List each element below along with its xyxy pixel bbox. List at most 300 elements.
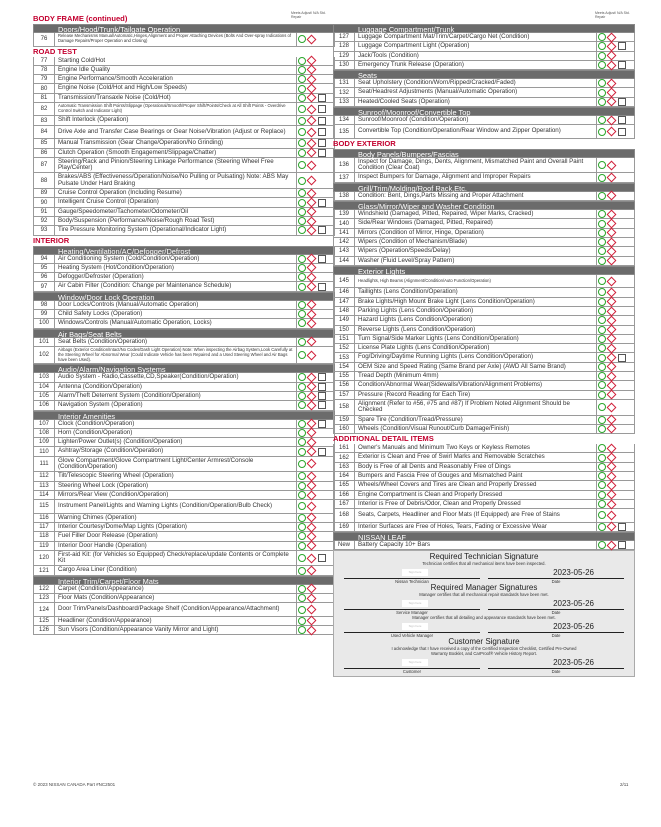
item-description: Luggage Compartment Light (Operation) xyxy=(358,42,470,50)
not-applicable-checkbox[interactable] xyxy=(318,420,326,428)
checklist-row xyxy=(333,400,635,416)
adjust-repair-diamond-icon[interactable] xyxy=(307,148,317,158)
item-number: 146 xyxy=(334,288,355,296)
service-manager-date-field[interactable] xyxy=(488,599,624,610)
checklist-row xyxy=(333,425,635,434)
meets-standard-circle-icon[interactable] xyxy=(298,626,306,634)
meets-standard-circle-icon[interactable] xyxy=(598,277,606,285)
adjust-repair-diamond-icon[interactable] xyxy=(307,382,317,392)
meets-standard-circle-icon[interactable] xyxy=(298,491,306,499)
meets-standard-circle-icon[interactable] xyxy=(598,298,606,306)
not-applicable-checkbox[interactable] xyxy=(318,448,326,456)
meets-standard-circle-icon[interactable] xyxy=(598,98,606,106)
meets-standard-circle-icon[interactable] xyxy=(598,463,606,471)
checklist-row xyxy=(33,401,335,410)
rating-marks xyxy=(596,472,634,480)
meets-standard-circle-icon[interactable] xyxy=(298,482,306,490)
adjust-repair-diamond-icon[interactable] xyxy=(307,176,317,186)
meets-standard-circle-icon[interactable] xyxy=(298,208,306,216)
rating-marks xyxy=(596,288,634,296)
tech-date-field[interactable] xyxy=(488,568,624,579)
meets-standard-circle-icon[interactable] xyxy=(298,554,306,562)
item-number: 78 xyxy=(34,66,55,74)
adjust-repair-diamond-icon[interactable] xyxy=(307,225,317,235)
rating-marks xyxy=(296,198,334,206)
meets-standard-circle-icon[interactable] xyxy=(298,585,306,593)
item-description: Drive Axle and Transfer Case Bearings or Gear Noise/Vibration (Adjust or Replace) xyxy=(58,127,286,135)
adjust-repair-diamond-icon[interactable] xyxy=(607,237,617,247)
checklist-row xyxy=(33,273,335,282)
adjust-repair-diamond-icon[interactable] xyxy=(307,127,317,137)
meets-standard-circle-icon[interactable] xyxy=(598,523,606,531)
meets-standard-circle-icon[interactable] xyxy=(298,448,306,456)
item-description: Cargo Area Liner (Condition) xyxy=(58,566,137,574)
not-applicable-checkbox[interactable] xyxy=(318,94,326,102)
meets-standard-circle-icon[interactable] xyxy=(598,472,606,480)
meets-standard-circle-icon[interactable] xyxy=(598,247,606,255)
adjust-repair-diamond-icon[interactable] xyxy=(307,263,317,273)
adjust-repair-diamond-icon[interactable] xyxy=(307,319,317,329)
checklist-row xyxy=(33,373,335,382)
adjust-repair-diamond-icon[interactable] xyxy=(607,522,617,532)
item-description: Seat Upholstery (Condition/Worn/Ripped/Cracked/Faded) xyxy=(358,79,516,87)
item-description: Battery Capacity 10+ Bars xyxy=(358,540,431,548)
meets-standard-circle-icon[interactable] xyxy=(298,392,306,400)
not-applicable-checkbox[interactable] xyxy=(318,401,326,409)
meets-standard-circle-icon[interactable] xyxy=(298,75,306,83)
rating-marks xyxy=(596,307,634,315)
item-description: Interior is Free of Debris/Odor, Clean and Properly Dressed xyxy=(358,499,521,507)
meets-standard-circle-icon[interactable] xyxy=(298,606,306,614)
meets-standard-circle-icon[interactable] xyxy=(298,514,306,522)
meets-standard-circle-icon[interactable] xyxy=(298,401,306,409)
meets-standard-circle-icon[interactable] xyxy=(298,594,306,602)
checklist-row xyxy=(333,79,635,88)
item-number: 148 xyxy=(334,307,355,315)
item-description: License Plate Lights (Lens Condition/Operation) xyxy=(358,344,490,352)
meets-standard-circle-icon[interactable] xyxy=(298,542,306,550)
adjust-repair-diamond-icon[interactable] xyxy=(307,428,317,438)
adjust-repair-diamond-icon[interactable] xyxy=(307,513,317,523)
item-description: Parking Lights (Lens Condition/Operation) xyxy=(358,306,474,314)
meets-standard-circle-icon[interactable] xyxy=(298,226,306,234)
adjust-repair-diamond-icon[interactable] xyxy=(607,462,617,472)
rating-marks xyxy=(296,542,334,550)
adjust-repair-diamond-icon[interactable] xyxy=(307,616,317,626)
not-applicable-checkbox[interactable] xyxy=(318,283,326,291)
meets-standard-circle-icon[interactable] xyxy=(298,460,306,468)
not-applicable-checkbox[interactable] xyxy=(318,105,326,113)
meets-standard-circle-icon[interactable] xyxy=(298,532,306,540)
item-number: 118 xyxy=(34,532,55,540)
meets-standard-circle-icon[interactable] xyxy=(598,416,606,424)
not-applicable-checkbox[interactable] xyxy=(318,128,326,136)
item-description: Wheels (Condition/Visual Runout/Curb Damage/Finish) xyxy=(358,424,510,432)
meets-standard-circle-icon[interactable] xyxy=(298,617,306,625)
adjust-repair-diamond-icon[interactable] xyxy=(607,115,617,125)
meets-standard-circle-icon[interactable] xyxy=(598,61,606,69)
meets-standard-circle-icon[interactable] xyxy=(298,283,306,291)
meets-standard-circle-icon[interactable] xyxy=(298,128,306,136)
checklist-row xyxy=(333,509,635,523)
meets-standard-circle-icon[interactable] xyxy=(298,420,306,428)
item-description: Manual Transmission (Gear Change/Operation/No Grinding) xyxy=(58,139,224,147)
rating-marks xyxy=(296,347,334,363)
item-number: 126 xyxy=(34,626,55,634)
adjust-repair-diamond-icon[interactable] xyxy=(307,400,317,410)
checklist-right-column xyxy=(333,11,635,677)
meets-standard-circle-icon[interactable] xyxy=(298,255,306,263)
meets-standard-circle-icon[interactable] xyxy=(298,319,306,327)
item-number: 166 xyxy=(334,491,355,499)
tech-signature-field[interactable] xyxy=(344,568,480,579)
item-description: Brakes/ABS (Effectiveness/Operation/Noise/No Pulling or Pulsating) Note: ABS May Pulsate Under Hard Braking xyxy=(58,173,289,187)
signature-panel xyxy=(333,550,635,677)
adjust-repair-diamond-icon[interactable] xyxy=(307,605,317,615)
meets-standard-circle-icon[interactable] xyxy=(298,66,306,74)
meets-standard-circle-icon[interactable] xyxy=(598,403,606,411)
meets-standard-circle-icon[interactable] xyxy=(598,491,606,499)
used-manager-date-field[interactable] xyxy=(488,622,624,633)
adjust-repair-diamond-icon[interactable] xyxy=(307,104,317,114)
meets-standard-circle-icon[interactable] xyxy=(298,117,306,125)
not-applicable-checkbox[interactable] xyxy=(318,383,326,391)
section-heading: INTERIOR xyxy=(33,235,70,245)
item-description: Alarm/Theft Deterrent System (Condition/Operation) xyxy=(58,391,201,399)
adjust-repair-diamond-icon[interactable] xyxy=(607,362,617,372)
meets-standard-circle-icon[interactable] xyxy=(598,229,606,237)
not-applicable-checkbox[interactable] xyxy=(318,149,326,157)
adjust-repair-diamond-icon[interactable] xyxy=(607,228,617,238)
meets-standard-circle-icon[interactable] xyxy=(298,429,306,437)
item-number: 77 xyxy=(34,57,55,65)
customer-date-value: 2023-05-26 xyxy=(553,658,594,668)
adjust-repair-diamond-icon[interactable] xyxy=(607,60,617,70)
item-description: Seats, Carpets, Headliner and Floor Mats (If Equipped) are Free of Stains xyxy=(358,511,560,519)
rating-marks xyxy=(296,217,334,225)
item-description: Sunroof/Moonroof (Condition/Operation) xyxy=(358,116,469,124)
item-description: Fog/Driving/Daytime Running Lights (Lens Condition/Operation) xyxy=(358,353,534,361)
adjust-repair-diamond-icon[interactable] xyxy=(607,390,617,400)
meets-standard-circle-icon[interactable] xyxy=(598,257,606,265)
meets-standard-circle-icon[interactable] xyxy=(598,161,606,169)
checklist-row xyxy=(33,116,335,125)
adjust-repair-diamond-icon[interactable] xyxy=(307,566,317,576)
item-description: Child Safety Locks (Operation) xyxy=(58,310,143,318)
item-number: 155 xyxy=(334,372,355,380)
meets-standard-circle-icon[interactable] xyxy=(598,354,606,362)
adjust-repair-diamond-icon[interactable] xyxy=(607,490,617,500)
customer-signature-field[interactable] xyxy=(344,658,480,669)
meets-standard-circle-icon[interactable] xyxy=(298,139,306,147)
item-number: 150 xyxy=(334,326,355,334)
item-description: Wipers (Condition of Mechanism/Blade) xyxy=(358,237,468,245)
not-applicable-checkbox[interactable] xyxy=(318,139,326,147)
meets-standard-circle-icon[interactable] xyxy=(598,326,606,334)
customer-date-field[interactable] xyxy=(488,658,624,669)
item-number: 110 xyxy=(34,447,55,455)
meets-standard-circle-icon[interactable] xyxy=(598,335,606,343)
adjust-repair-diamond-icon[interactable] xyxy=(607,191,617,201)
service-date-label: Date xyxy=(551,610,561,616)
tech-date-value: 2023-05-26 xyxy=(553,568,594,578)
rating-marks xyxy=(596,326,634,334)
not-applicable-checkbox[interactable] xyxy=(318,392,326,400)
rating-marks xyxy=(596,425,634,433)
meets-standard-circle-icon[interactable] xyxy=(298,199,306,207)
not-applicable-checkbox[interactable] xyxy=(618,61,626,69)
checklist-row xyxy=(333,98,635,107)
item-description: Interior Door Handle (Operation) xyxy=(58,541,147,549)
checklist-row xyxy=(33,447,335,456)
item-number: 151 xyxy=(334,335,355,343)
adjust-repair-diamond-icon[interactable] xyxy=(307,34,317,44)
meets-standard-circle-icon[interactable] xyxy=(298,438,306,446)
meets-standard-circle-icon[interactable] xyxy=(298,105,306,113)
meets-standard-circle-icon[interactable] xyxy=(298,338,306,346)
checklist-row xyxy=(33,500,335,514)
item-number: 134 xyxy=(334,116,355,124)
meets-standard-circle-icon[interactable] xyxy=(298,189,306,197)
not-applicable-checkbox[interactable] xyxy=(618,354,626,362)
adjust-repair-diamond-icon[interactable] xyxy=(307,65,317,75)
rating-marks xyxy=(596,344,634,352)
checklist-row xyxy=(33,347,335,364)
adjust-repair-diamond-icon[interactable] xyxy=(307,337,317,347)
adjust-repair-diamond-icon[interactable] xyxy=(607,127,617,137)
checklist-row xyxy=(333,391,635,400)
rating-marks xyxy=(296,208,334,216)
adjust-repair-diamond-icon[interactable] xyxy=(607,499,617,509)
item-number: 89 xyxy=(34,189,55,197)
rating-marks xyxy=(596,98,634,106)
meets-standard-circle-icon[interactable] xyxy=(598,52,606,60)
adjust-repair-diamond-icon[interactable] xyxy=(607,276,617,286)
meets-standard-circle-icon[interactable] xyxy=(598,381,606,389)
meets-standard-circle-icon[interactable] xyxy=(598,238,606,246)
meets-standard-circle-icon[interactable] xyxy=(298,177,306,185)
item-number: 111 xyxy=(34,457,55,472)
meets-standard-circle-icon[interactable] xyxy=(598,500,606,508)
adjust-repair-diamond-icon[interactable] xyxy=(307,553,317,563)
adjust-repair-diamond-icon[interactable] xyxy=(307,541,317,551)
meets-standard-circle-icon[interactable] xyxy=(598,174,606,182)
not-applicable-checkbox[interactable] xyxy=(318,199,326,207)
rating-marks xyxy=(596,453,634,461)
rating-marks xyxy=(296,33,334,46)
checklist-row xyxy=(33,457,335,473)
item-number: 142 xyxy=(334,238,355,246)
adjust-repair-diamond-icon[interactable] xyxy=(607,306,617,316)
adjust-repair-diamond-icon[interactable] xyxy=(307,350,317,360)
meets-standard-circle-icon[interactable] xyxy=(598,316,606,324)
meets-standard-circle-icon[interactable] xyxy=(598,128,606,136)
adjust-repair-diamond-icon[interactable] xyxy=(607,424,617,434)
item-number: New xyxy=(334,541,355,549)
service-manager-signature-field[interactable] xyxy=(344,599,480,610)
adjust-repair-diamond-icon[interactable] xyxy=(307,207,317,217)
adjust-repair-diamond-icon[interactable] xyxy=(607,297,617,307)
item-description: Antenna (Condition/Operation) xyxy=(58,382,142,390)
meets-standard-circle-icon[interactable] xyxy=(298,35,306,43)
not-applicable-checkbox[interactable] xyxy=(318,226,326,234)
item-description: Luggage Compartment Mat/Trim/Carpet/Cargo Net (Condition) xyxy=(358,33,530,40)
meets-standard-circle-icon[interactable] xyxy=(298,351,306,359)
checklist-row xyxy=(333,381,635,390)
adjust-repair-diamond-icon[interactable] xyxy=(307,391,317,401)
item-number: 165 xyxy=(334,481,355,489)
adjust-repair-diamond-icon[interactable] xyxy=(307,593,317,603)
meets-standard-circle-icon[interactable] xyxy=(298,273,306,281)
adjust-repair-diamond-icon[interactable] xyxy=(307,481,317,491)
meets-standard-circle-icon[interactable] xyxy=(598,116,606,124)
meets-standard-circle-icon[interactable] xyxy=(298,472,306,480)
meets-standard-circle-icon[interactable] xyxy=(598,454,606,462)
meets-standard-circle-icon[interactable] xyxy=(298,373,306,381)
not-applicable-checkbox[interactable] xyxy=(318,255,326,263)
meets-standard-circle-icon[interactable] xyxy=(598,444,606,452)
not-applicable-checkbox[interactable] xyxy=(318,554,326,562)
adjust-repair-diamond-icon[interactable] xyxy=(307,490,317,500)
used-manager-signature-field[interactable] xyxy=(344,622,480,633)
item-description: Door Trim/Panels/Dashboard/Package Shelf (Condition/Appearance/Attachment) xyxy=(58,605,280,613)
subsection-header: Air Bags/Seat Belts xyxy=(33,329,335,338)
meets-standard-circle-icon[interactable] xyxy=(298,85,306,93)
not-applicable-checkbox[interactable] xyxy=(318,117,326,125)
meets-standard-circle-icon[interactable] xyxy=(598,89,606,97)
meets-standard-circle-icon[interactable] xyxy=(598,363,606,371)
meets-standard-circle-icon[interactable] xyxy=(298,264,306,272)
adjust-repair-diamond-icon[interactable] xyxy=(607,402,617,412)
checklist-row xyxy=(33,84,335,93)
meets-standard-circle-icon[interactable] xyxy=(598,210,606,218)
checklist-row xyxy=(33,383,335,392)
rating-marks xyxy=(596,52,634,60)
adjust-repair-diamond-icon[interactable] xyxy=(307,160,317,170)
rating-marks xyxy=(296,301,334,309)
rating-marks xyxy=(596,363,634,371)
meets-standard-circle-icon[interactable] xyxy=(598,481,606,489)
item-number: 145 xyxy=(334,275,355,288)
meets-standard-circle-icon[interactable] xyxy=(298,567,306,575)
meets-standard-circle-icon[interactable] xyxy=(298,57,306,65)
checklist-row xyxy=(333,42,635,51)
adjust-repair-diamond-icon[interactable] xyxy=(307,116,317,126)
meets-standard-circle-icon[interactable] xyxy=(298,94,306,102)
meets-standard-circle-icon[interactable] xyxy=(598,541,606,549)
rating-marks xyxy=(596,61,634,69)
rating-marks xyxy=(296,566,334,574)
item-description: Pressure (Record Reading for Each Tire) xyxy=(358,390,471,398)
adjust-repair-diamond-icon[interactable] xyxy=(307,625,317,635)
not-applicable-checkbox[interactable] xyxy=(318,373,326,381)
meets-standard-circle-icon[interactable] xyxy=(598,425,606,433)
adjust-repair-diamond-icon[interactable] xyxy=(607,334,617,344)
meets-standard-circle-icon[interactable] xyxy=(298,161,306,169)
item-number: 131 xyxy=(334,79,355,87)
meets-standard-circle-icon[interactable] xyxy=(298,523,306,531)
adjust-repair-diamond-icon[interactable] xyxy=(307,93,317,103)
adjust-repair-diamond-icon[interactable] xyxy=(607,160,617,170)
meets-standard-circle-icon[interactable] xyxy=(598,391,606,399)
adjust-repair-diamond-icon[interactable] xyxy=(307,216,317,226)
checklist-row xyxy=(33,542,335,551)
adjust-repair-diamond-icon[interactable] xyxy=(607,51,617,61)
not-applicable-checkbox[interactable] xyxy=(618,541,626,549)
item-number: 140 xyxy=(334,219,355,227)
meets-standard-circle-icon[interactable] xyxy=(598,220,606,228)
meets-standard-circle-icon[interactable] xyxy=(298,383,306,391)
meets-standard-circle-icon[interactable] xyxy=(598,33,606,41)
meets-standard-circle-icon[interactable] xyxy=(298,502,306,510)
meets-standard-circle-icon[interactable] xyxy=(598,288,606,296)
item-description: Jack/Tools (Condition) xyxy=(358,51,419,59)
adjust-repair-diamond-icon[interactable] xyxy=(307,282,317,292)
meets-standard-circle-icon[interactable] xyxy=(298,149,306,157)
item-number: 108 xyxy=(34,429,55,437)
item-description: Steering/Rack and Pinion/Steering Linkage Performance (Steering Wheel Free Play/Center) xyxy=(58,157,274,172)
subsection-header: Doors/Hood/Trunk/Tailgate Operation xyxy=(33,24,335,33)
signature-placeholder: Sign here xyxy=(402,623,428,630)
item-number: 139 xyxy=(334,210,355,218)
not-applicable-checkbox[interactable] xyxy=(618,42,626,50)
not-applicable-checkbox[interactable] xyxy=(618,98,626,106)
item-description: Intelligent Cruise Control (Operation) xyxy=(58,198,159,206)
meets-standard-circle-icon[interactable] xyxy=(598,192,606,200)
rating-marks xyxy=(296,116,334,124)
adjust-repair-diamond-icon[interactable] xyxy=(307,300,317,310)
adjust-repair-diamond-icon[interactable] xyxy=(607,173,617,183)
item-description: Engine Performance/Smooth Acceleration xyxy=(58,75,173,83)
item-number: 137 xyxy=(334,173,355,181)
meets-standard-circle-icon[interactable] xyxy=(598,307,606,315)
service-manager-date-value: 2023-05-26 xyxy=(553,599,594,609)
rating-marks xyxy=(296,310,334,318)
not-applicable-checkbox[interactable] xyxy=(618,116,626,124)
adjust-repair-diamond-icon[interactable] xyxy=(307,459,317,469)
meets-standard-circle-icon[interactable] xyxy=(598,42,606,50)
rating-marks xyxy=(596,257,634,265)
checklist-row xyxy=(333,33,635,42)
meets-standard-circle-icon[interactable] xyxy=(598,344,606,352)
adjust-repair-diamond-icon[interactable] xyxy=(607,97,617,107)
adjust-repair-diamond-icon[interactable] xyxy=(607,256,617,266)
not-applicable-checkbox[interactable] xyxy=(618,128,626,136)
meets-standard-circle-icon[interactable] xyxy=(598,511,606,519)
service-manager-subtitle: Manager certifies that all mechanical repair standards have been met. xyxy=(419,592,549,598)
item-description: Gauge/Speedometer/Tachometer/Odometer/Oil xyxy=(58,207,189,215)
item-description: Ashtray/Storage (Condition/Operation) xyxy=(58,447,164,455)
meets-standard-circle-icon[interactable] xyxy=(598,79,606,87)
rating-marks xyxy=(296,514,334,522)
adjust-repair-diamond-icon[interactable] xyxy=(607,510,617,520)
meets-standard-circle-icon[interactable] xyxy=(298,217,306,225)
adjust-repair-diamond-icon[interactable] xyxy=(607,540,617,550)
meets-standard-circle-icon[interactable] xyxy=(598,372,606,380)
item-description: Air Cabin Filter (Condition: Change per Maintenance Schedule) xyxy=(58,282,232,290)
meets-standard-circle-icon[interactable] xyxy=(298,301,306,309)
adjust-repair-diamond-icon[interactable] xyxy=(307,447,317,457)
adjust-repair-diamond-icon[interactable] xyxy=(307,501,317,511)
rating-marks xyxy=(296,392,334,400)
tech-date-label: Date xyxy=(551,579,561,585)
checklist-row xyxy=(333,541,635,550)
checklist-row xyxy=(33,338,335,347)
subsection-header: Luggage Compartment/Trunk xyxy=(333,24,635,33)
not-applicable-checkbox[interactable] xyxy=(618,523,626,531)
meets-standard-circle-icon[interactable] xyxy=(298,310,306,318)
adjust-repair-diamond-icon[interactable] xyxy=(307,584,317,594)
